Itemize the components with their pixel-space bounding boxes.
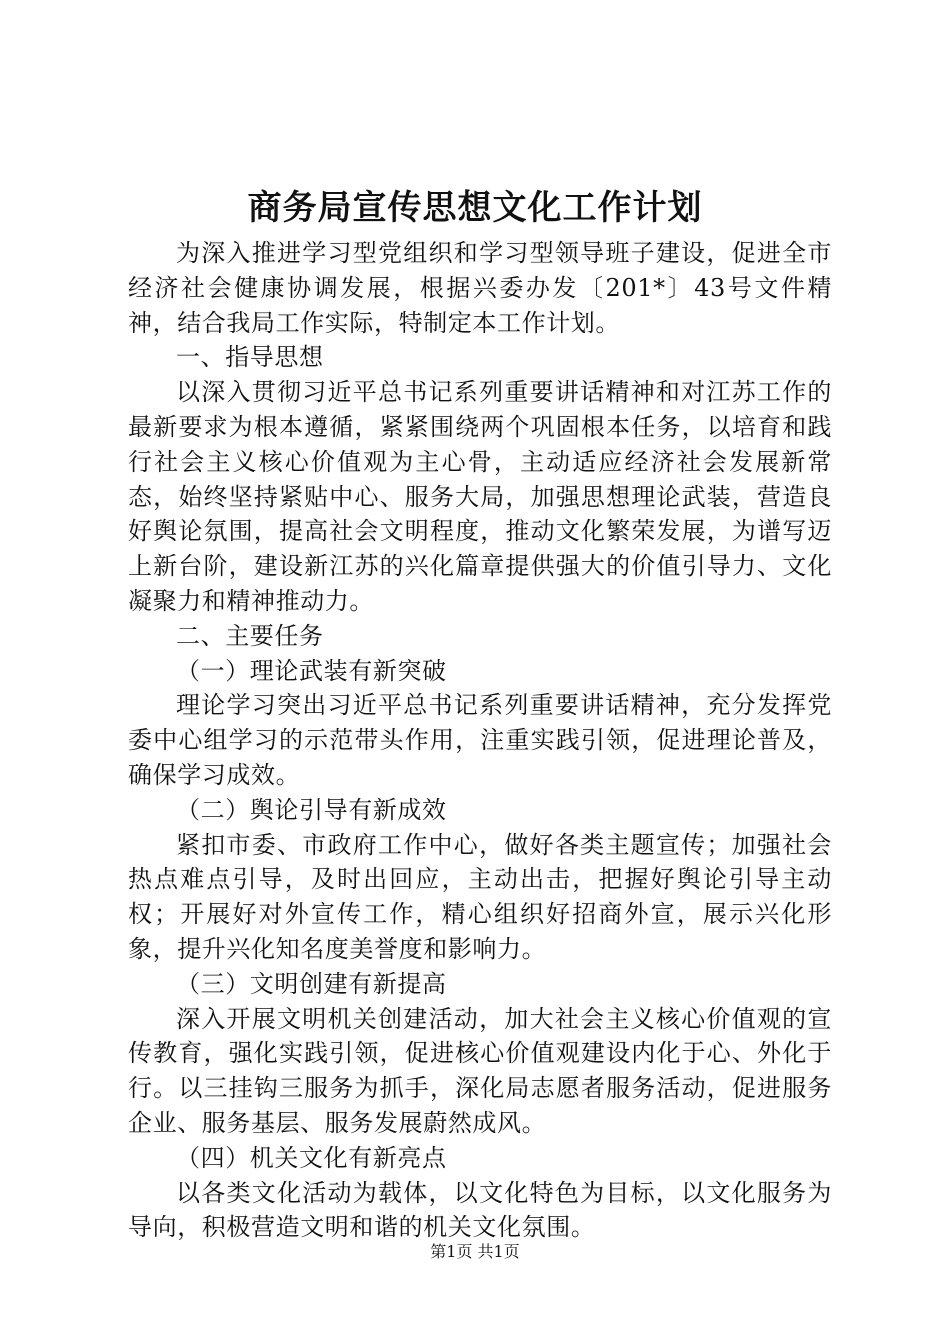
subheading-civilization: （三）文明创建有新提高 [176, 969, 447, 998]
paragraph-civilization: 深入开展文明机关创建活动，加大社会主义核心价值观的宣传教育，强化实践引领，促进核心价值观建设内化于心、外化于行。以三挂钩三服务为抓手，深化局志愿者服务活动，促进服务企业、服务基层、服务发展蔚然成风。 [128, 1004, 832, 1137]
subheading-public-opinion: （二）舆论引导有新成效 [176, 795, 447, 824]
paragraph-guiding-ideology: 以深入贯彻习近平总书记系列重要讲话精神和对江苏工作的最新要求为根本遵循，紧紧围绕两个巩固根本任务，以培育和践行社会主义核心价值观为主心骨，主动适应经济社会发展新常态，始终坚持紧贴中心、服务大局，加强思想理论武装，营造良好舆论氛围，提高社会文明程度，推动文化繁荣发展，为谱写迈上新台阶，建设新江苏的兴化篇章提供强大的价值引导力、文化凝聚力和精神推动力。 [128, 378, 832, 615]
section-heading-main-tasks: 二、主要任务 [176, 621, 324, 650]
paragraph-theory: 理论学习突出习近平总书记系列重要讲话精神，充分发挥党委中心组学习的示范带头作用，注重实践引领，促进理论普及，确保学习成效。 [128, 691, 832, 789]
paragraph-office-culture: 以各类文化活动为载体，以文化特色为目标，以文化服务为导向，积极营造文明和谐的机关文化氛围。 [128, 1178, 832, 1242]
document-title: 商务局宣传思想文化工作计划 [247, 188, 703, 228]
page-number-footer: 第1页 共1页 [430, 1242, 520, 1261]
paragraph-intro: 为深入推进学习型党组织和学习型领导班子建设，促进全市经济社会健康协调发展，根据兴委办发〔201*〕43号文件精神，结合我局工作实际，特制定本工作计划。 [128, 239, 832, 337]
section-heading-guiding-ideology: 一、指导思想 [176, 343, 324, 372]
subheading-office-culture: （四）机关文化有新亮点 [176, 1143, 447, 1172]
document-body [128, 236, 832, 1245]
paragraph-public-opinion: 紧扣市委、市政府工作中心，做好各类主题宣传；加强社会热点难点引导，及时出回应，主动出击，把握好舆论引导主动权；开展好对外宣传工作，精心组织好招商外宣，展示兴化形象，提升兴化知名度美誉度和影响力。 [128, 830, 832, 963]
subheading-theory: （一）理论武装有新突破 [176, 656, 447, 685]
